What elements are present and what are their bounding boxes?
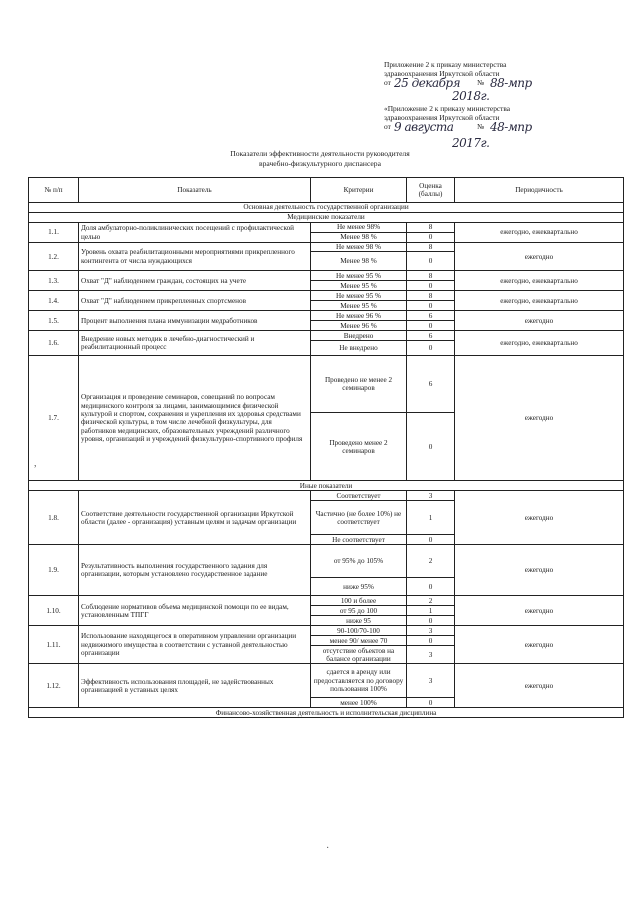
- score-cell: 6: [407, 356, 455, 413]
- score-cell: 0: [407, 616, 455, 626]
- section-title: Медицинские показатели: [29, 213, 624, 223]
- period-cell: ежегодно: [455, 243, 624, 271]
- score-cell: 0: [407, 281, 455, 291]
- document-title: [150, 149, 490, 169]
- section-title: Иные показатели: [29, 481, 624, 491]
- criteria-cell: Проведено менее 2 семинаров: [311, 413, 407, 481]
- score-cell: 8: [407, 271, 455, 281]
- criteria-cell: Менее 96 %: [311, 321, 407, 331]
- handwritten-number-2: 48-мпр: [490, 120, 532, 134]
- criteria-cell: отсутствие объектов на балансе организации: [311, 646, 407, 664]
- indicator-cell: Результативность выполнения государственного задания для организации, которым установлено государственное задание: [79, 545, 311, 596]
- criteria-cell: Менее 98 %: [311, 252, 407, 271]
- title-line-1: Показатели эффективности деятельности руководителя: [230, 149, 410, 158]
- score-cell: 0: [407, 535, 455, 545]
- criteria-cell: ниже 95: [311, 616, 407, 626]
- criteria-cell: Не менее 96 %: [311, 311, 407, 321]
- criteria-cell: Менее 95 %: [311, 281, 407, 291]
- table-row: [29, 491, 624, 501]
- row-number: 1.2.: [29, 243, 79, 271]
- row-number: 1.3.: [29, 271, 79, 291]
- row-number: 1.1.: [29, 223, 79, 243]
- period-cell: ежегодно: [455, 311, 624, 331]
- score-cell: 3: [407, 664, 455, 698]
- period-cell: ежегодно: [455, 596, 624, 626]
- score-cell: 3: [407, 491, 455, 501]
- period-cell: ежегодно, ежеквартально: [455, 271, 624, 291]
- header-no-label: №: [477, 78, 485, 87]
- table-row: [29, 545, 624, 578]
- indicator-cell: Охват "Д" наблюдением граждан, состоящих на учете: [79, 271, 311, 291]
- criteria-cell: Соответствует: [311, 491, 407, 501]
- indicator-cell: Использование находящегося в оперативном управлении организации недвижимого имущества в соответствии с уставной деятельностью организации: [79, 626, 311, 664]
- score-cell: 0: [407, 698, 455, 708]
- score-cell: 3: [407, 646, 455, 664]
- criteria-cell: Не менее 95 %: [311, 271, 407, 281]
- header-line-4: здравоохранения Иркутской области: [384, 113, 500, 122]
- header-no-label-2: №: [477, 122, 485, 131]
- stray-mark: ,: [34, 458, 37, 469]
- indicators-table: [28, 177, 624, 718]
- title-line-2: врачебно-физкультурного диспансера: [259, 159, 381, 168]
- col-period-header: Периодичность: [455, 178, 624, 203]
- handwritten-number-1: 88-мпр: [490, 76, 532, 90]
- score-cell: 8: [407, 223, 455, 233]
- score-cell: 0: [407, 413, 455, 481]
- handwritten-date-2: 9 августа: [394, 120, 454, 134]
- score-cell: 0: [407, 301, 455, 311]
- col-indicator-header: Показатель: [79, 178, 311, 203]
- row-number: 1.11.: [29, 626, 79, 664]
- score-cell: 8: [407, 291, 455, 301]
- criteria-cell: 100 и более: [311, 596, 407, 606]
- handwritten-date-1: 25 декабря: [394, 76, 461, 90]
- indicator-cell: Организация и проведение семинаров, совещаний по вопросам медицинского контроля за лицами, занимающимися физической культурой и спортом, сохранения и укрепления их здоровья средствами физической культуры, в том числе лечебной физкультуры, для работников медицинских, образовательных учреждений различного уровня, организаций и учреждений физкультурно-спортивного профиля: [79, 356, 311, 481]
- period-cell: ежегодно: [455, 545, 624, 596]
- criteria-cell: Частично (не более 10%) не соответствует: [311, 501, 407, 535]
- header-from-label: от: [384, 78, 391, 87]
- table-row: [29, 356, 624, 413]
- period-cell: ежегодно, ежеквартально: [455, 331, 624, 356]
- indicator-cell: Доля амбулаторно-поликлинических посещений с профилактической целью: [79, 223, 311, 243]
- section-row: [29, 203, 624, 213]
- table-row: [29, 626, 624, 636]
- period-cell: ежегодно: [455, 491, 624, 545]
- indicator-cell: Соблюдение нормативов объема медицинской помощи по ее видам, установленным ТПГГ: [79, 596, 311, 626]
- row-number: 1.4.: [29, 291, 79, 311]
- indicator-cell: Внедрение новых методик в лечебно-диагностический и реабилитационный процесс: [79, 331, 311, 356]
- score-cell: 0: [407, 321, 455, 331]
- indicator-cell: Эффективность использования площадей, не задействованных организацией в уставных целях: [79, 664, 311, 708]
- criteria-cell: сдается в аренду или предоставляется по договору пользования 100%: [311, 664, 407, 698]
- row-number: 1.8.: [29, 491, 79, 545]
- criteria-cell: Внедрено: [311, 331, 407, 341]
- section-row: [29, 708, 624, 718]
- row-number: 1.5.: [29, 311, 79, 331]
- period-cell: ежегодно: [455, 626, 624, 664]
- criteria-cell: менее 100%: [311, 698, 407, 708]
- header-line-3: «Приложение 2 к приказу министерства: [384, 104, 511, 113]
- table-header-row: [29, 178, 624, 203]
- row-number: 1.10.: [29, 596, 79, 626]
- row-number: 1.7.: [29, 356, 79, 481]
- table-row: [29, 243, 624, 252]
- col-score-header: Оценка (баллы): [407, 178, 455, 203]
- table-row: [29, 223, 624, 233]
- score-cell: 0: [407, 341, 455, 356]
- section-row: [29, 481, 624, 491]
- table-row: [29, 664, 624, 698]
- score-cell: 3: [407, 626, 455, 636]
- col-criteria-header: Критерии: [311, 178, 407, 203]
- period-cell: ежегодно, ежеквартально: [455, 291, 624, 311]
- criteria-cell: ниже 95%: [311, 578, 407, 596]
- handwritten-year-1: 2018г.: [452, 89, 490, 103]
- table-row: [29, 291, 624, 301]
- period-cell: ежегодно, ежеквартально: [455, 223, 624, 243]
- score-cell: 0: [407, 636, 455, 646]
- criteria-cell: Не менее 95 %: [311, 291, 407, 301]
- criteria-cell: от 95 до 100: [311, 606, 407, 616]
- score-cell: 8: [407, 243, 455, 252]
- score-cell: 2: [407, 596, 455, 606]
- table-row: [29, 271, 624, 281]
- criteria-cell: Не внедрено: [311, 341, 407, 356]
- indicator-cell: Процент выполнения плана иммунизации медработников: [79, 311, 311, 331]
- table-row: [29, 596, 624, 606]
- criteria-cell: Менее 95 %: [311, 301, 407, 311]
- criteria-cell: менее 90/ менее 70: [311, 636, 407, 646]
- criteria-cell: Не менее 98%: [311, 223, 407, 233]
- handwritten-year-2: 2017г.: [452, 136, 490, 150]
- score-cell: 2: [407, 545, 455, 578]
- score-cell: 6: [407, 331, 455, 341]
- score-cell: 1: [407, 501, 455, 535]
- criteria-cell: 90-100/70-100: [311, 626, 407, 636]
- section-row: [29, 213, 624, 223]
- indicator-cell: Охват "Д" наблюдением прикрепленных спортсменов: [79, 291, 311, 311]
- indicator-cell: Уровень охвата реабилитационными мероприятиями прикрепленного контингента от числа нуждающихся: [79, 243, 311, 271]
- row-number: 1.9.: [29, 545, 79, 596]
- criteria-cell: Менее 98 %: [311, 233, 407, 243]
- stray-dot: ·: [326, 843, 330, 854]
- score-cell: 6: [407, 311, 455, 321]
- score-cell: 0: [407, 233, 455, 243]
- row-number: 1.6.: [29, 331, 79, 356]
- header-line-2: здравоохранения Иркутской области: [384, 69, 500, 78]
- period-cell: ежегодно: [455, 356, 624, 481]
- row-number: 1.12.: [29, 664, 79, 708]
- header-from-label-2: от: [384, 122, 391, 131]
- score-cell: 0: [407, 578, 455, 596]
- section-title: Финансово-хозяйственная деятельность и исполнительская дисциплина: [29, 708, 624, 718]
- indicator-cell: Соответствие деятельности государственной организации Иркутской области (далее - организация) уставным целям и задачам организации: [79, 491, 311, 545]
- criteria-cell: Не менее 98 %: [311, 243, 407, 252]
- table-row: [29, 311, 624, 321]
- score-cell: 0: [407, 252, 455, 271]
- score-cell: 1: [407, 606, 455, 616]
- period-cell: ежегодно: [455, 664, 624, 708]
- section-title: Основная деятельность государственной организации: [29, 203, 624, 213]
- header-line-1: Приложение 2 к приказу министерства: [384, 60, 507, 69]
- criteria-cell: от 95% до 105%: [311, 545, 407, 578]
- criteria-cell: Не соответствует: [311, 535, 407, 545]
- col-num-header: № п/п: [29, 178, 79, 203]
- criteria-cell: Проведено не менее 2 семинаров: [311, 356, 407, 413]
- table-row: [29, 331, 624, 341]
